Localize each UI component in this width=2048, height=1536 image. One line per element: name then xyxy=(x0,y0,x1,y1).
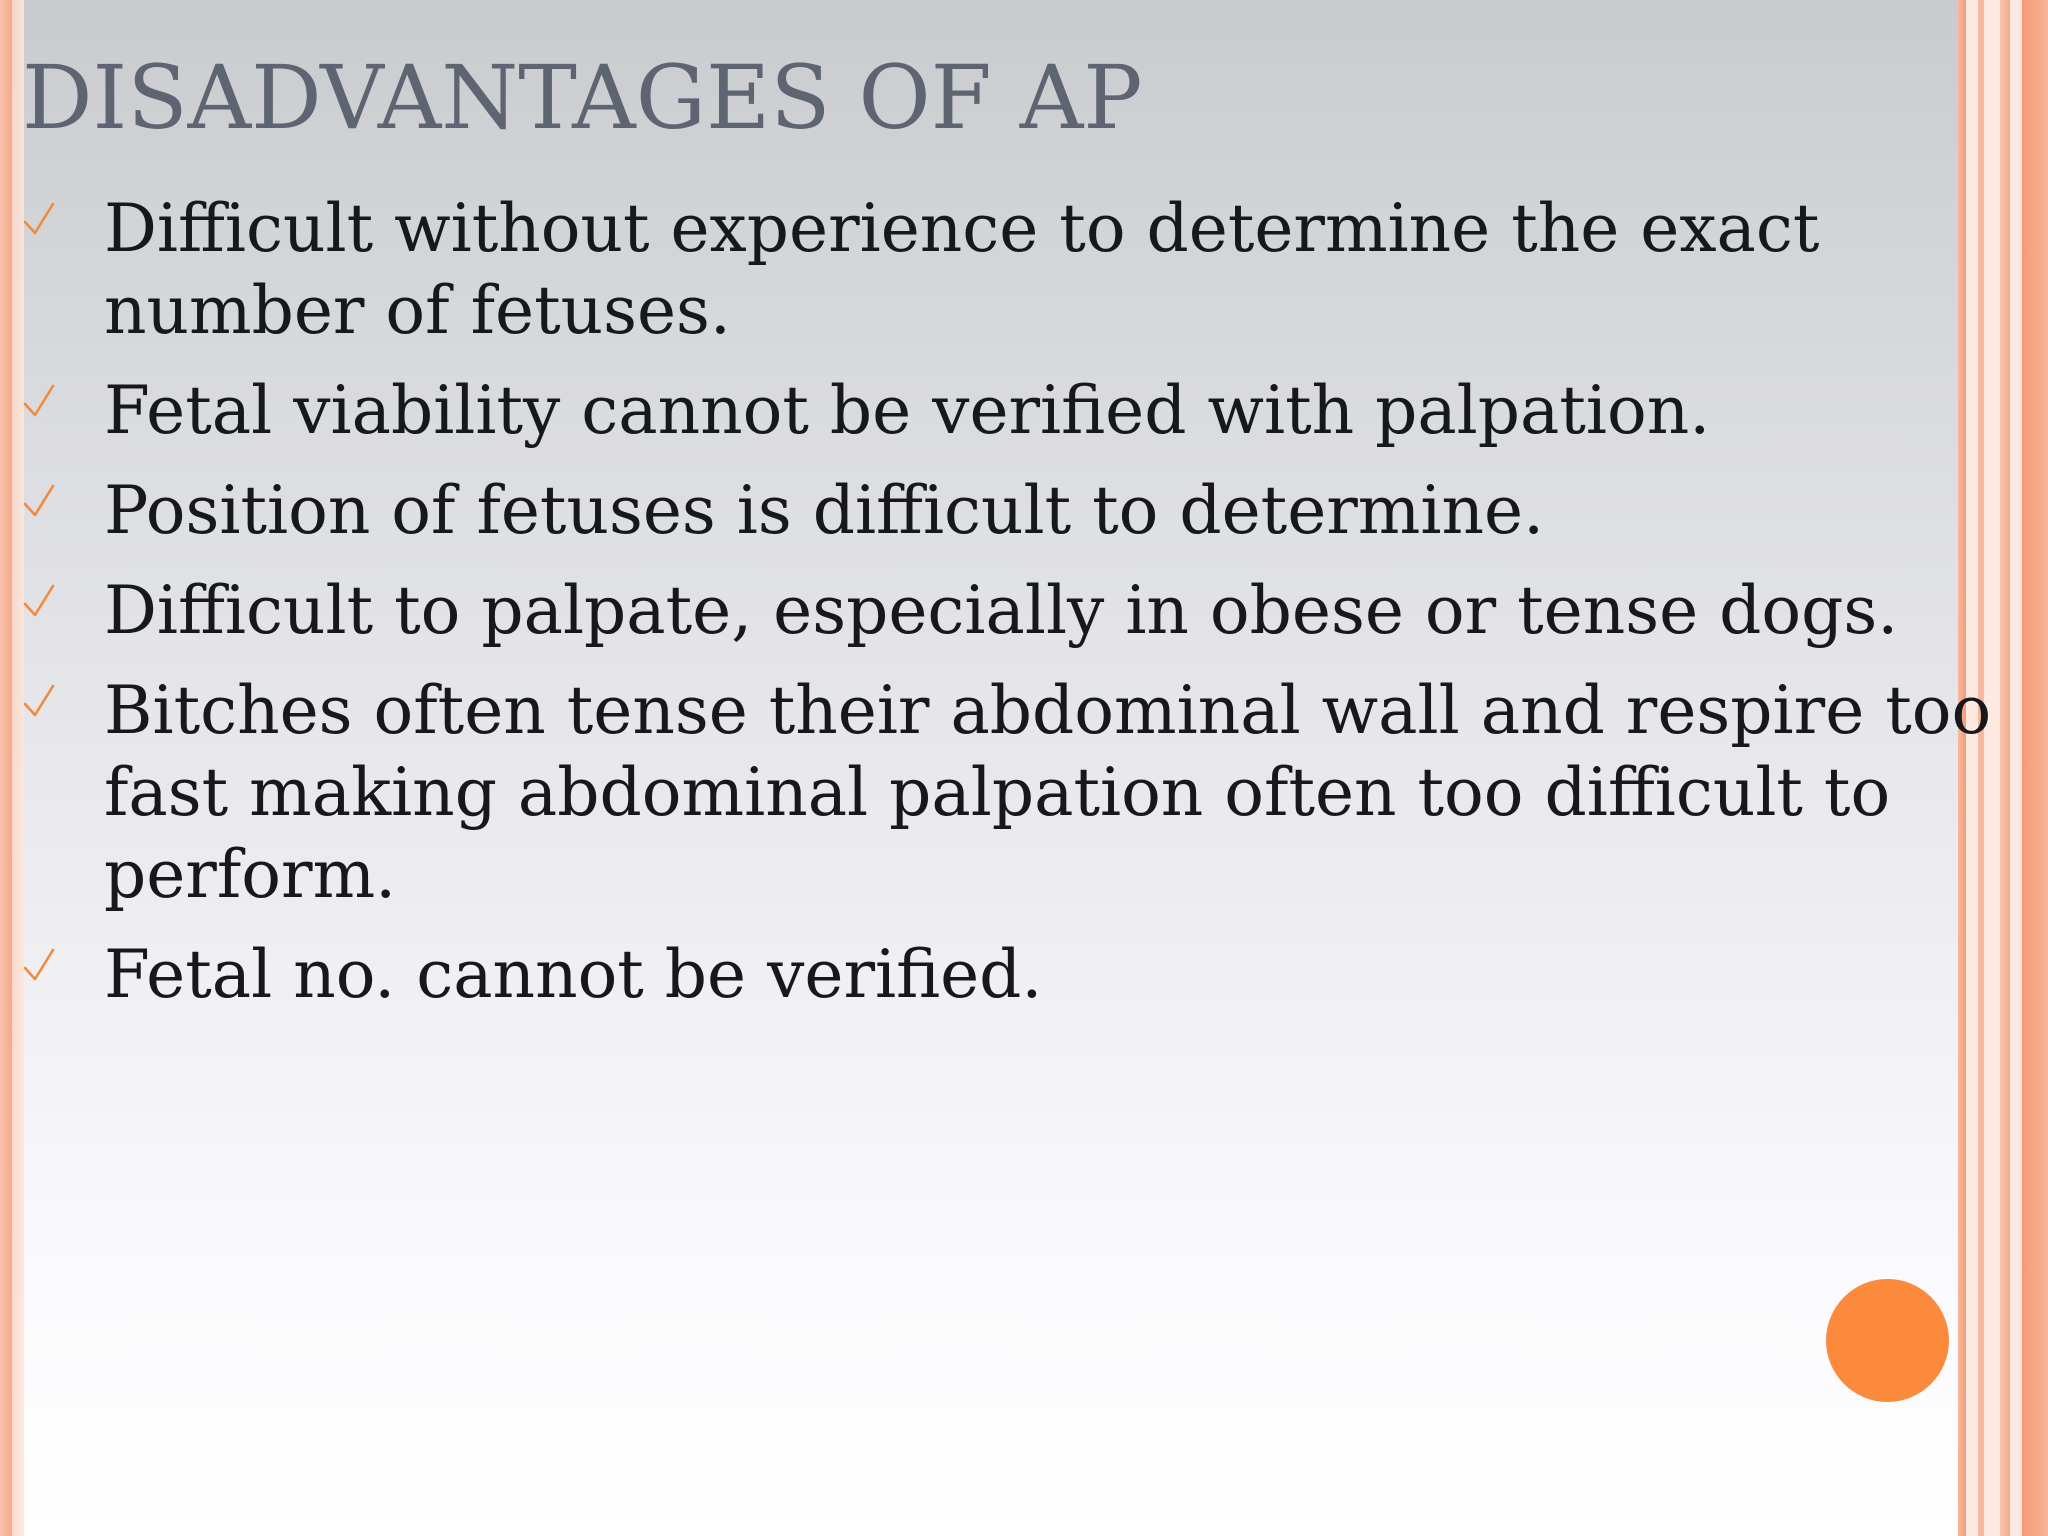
bullet-text: Bitches often tense their abdominal wall and respire too fast making abdominal palpation often too difficult to perform. xyxy=(104,672,1992,913)
slide-title: DISADVANTAGES OF AP xyxy=(22,46,1143,149)
checkmark-icon xyxy=(22,682,56,722)
bullet-text: Fetal no. cannot be verified. xyxy=(104,936,1043,1013)
bullet-item xyxy=(0,470,2022,552)
bullet-item xyxy=(0,370,2022,452)
checkmark-icon xyxy=(22,582,56,622)
bullet-item xyxy=(0,670,2022,916)
bullet-item xyxy=(0,570,2022,652)
orange-circle-decoration xyxy=(1826,1279,1949,1402)
checkmark-icon xyxy=(22,382,56,422)
bullet-text: Position of fetuses is difficult to determine. xyxy=(104,472,1545,549)
bullet-list xyxy=(0,188,2048,1034)
checkmark-icon xyxy=(22,946,56,986)
bullet-text: Difficult without experience to determine the exact number of fetuses. xyxy=(104,190,1820,349)
checkmark-icon xyxy=(22,482,56,522)
checkmark-icon xyxy=(22,200,56,240)
bullet-text: Difficult to palpate, especially in obese or tense dogs. xyxy=(104,572,1899,649)
bullet-text: Fetal viability cannot be verified with palpation. xyxy=(104,372,1711,449)
bullet-item xyxy=(0,188,2022,352)
bullet-item xyxy=(0,934,2022,1016)
